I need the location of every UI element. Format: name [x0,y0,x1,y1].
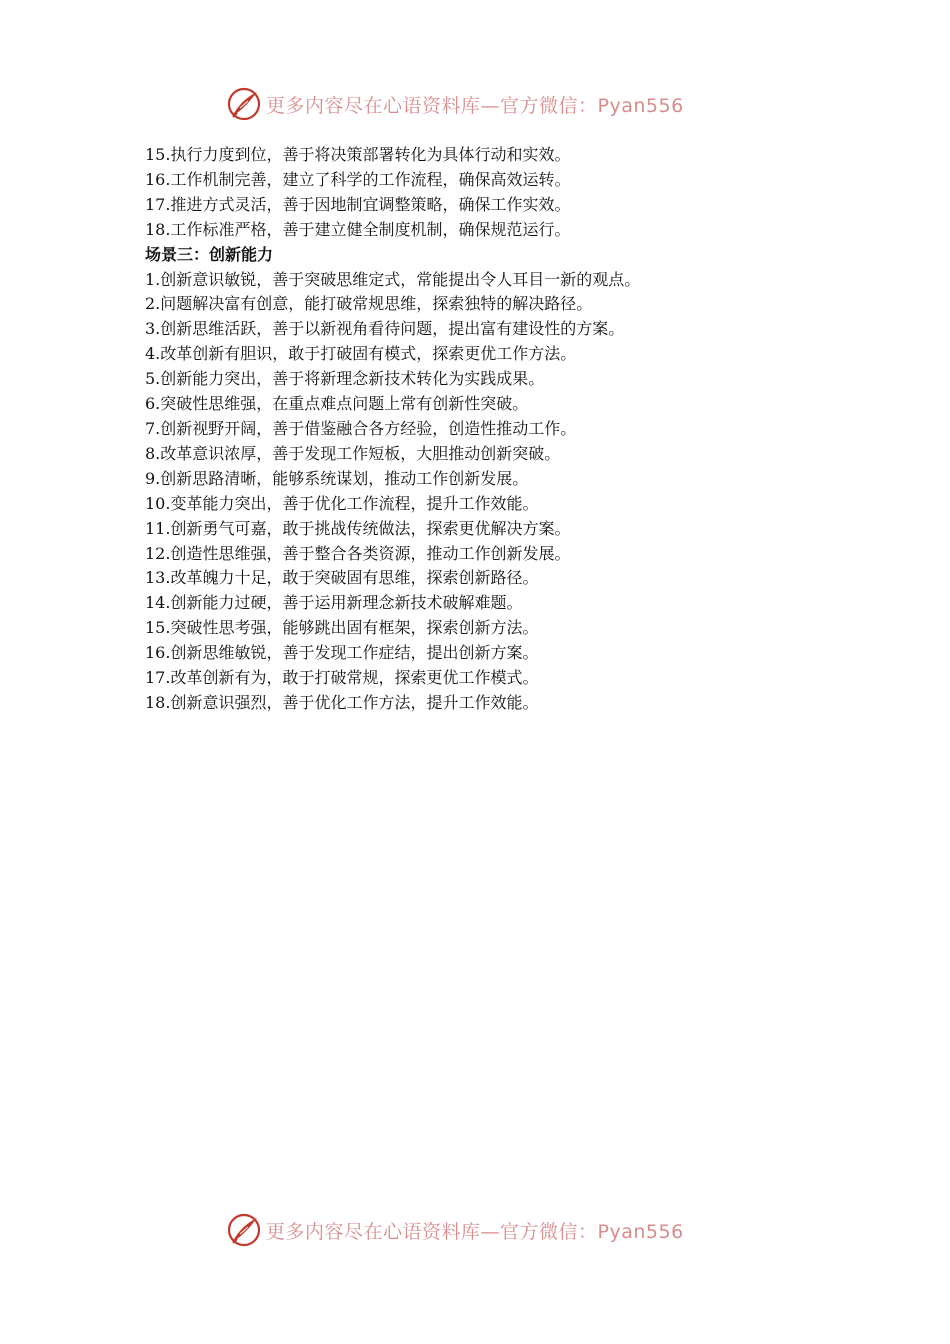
list-item: 3.创新思维活跃，善于以新视角看待问题，提出富有建设性的方案。 [145,319,625,339]
list-item: 15.执行力度到位，善于将决策部署转化为具体行动和实效。 [145,145,571,164]
list-item: 6.突破性思维强，在重点难点问题上常有创新性突破。 [145,394,529,414]
list-item: 18.创新意识强烈，善于优化工作方法，提升工作效能。 [145,692,539,712]
list-item: 10.变革能力突出，善于优化工作流程，提升工作效能。 [145,493,539,513]
banner-text-cn: 更多内容尽在心语资料库—官方微信： [266,1220,598,1243]
section-heading: 场景三：创新能力 [145,244,274,264]
banner-text [266,91,684,118]
list-item: 7.创新视野开阔，善于借鉴融合各方经验，创造性推动工作。 [145,418,577,438]
list-item: 18.工作标准严格，善于建立健全制度机制，确保规范运行。 [145,219,571,239]
banner-wechat-id: Pyan556 [597,1220,684,1243]
header-banner [226,84,746,124]
list-item: 16.工作机制完善，建立了科学的工作流程，确保高效运转。 [145,169,571,189]
list-item: 17.改革创新有为，敢于打破常规，探索更优工作模式。 [145,668,539,688]
list-item: 17.推进方式灵活，善于因地制宜调整策略，确保工作实效。 [145,194,571,214]
list-item: 12.创造性思维强，善于整合各类资源，推动工作创新发展。 [145,543,571,563]
banner-wechat-id: Pyan556 [597,94,684,117]
list-item: 5.创新能力突出，善于将新理念新技术转化为实践成果。 [145,369,545,389]
footer-banner [226,1210,746,1250]
list-item: 16.创新思维敏锐，善于发现工作症结，提出创新方案。 [145,643,539,663]
list-item: 15.突破性思考强，能够跳出固有框架，探索创新方法。 [145,618,539,638]
list-item: 13.改革魄力十足，敢于突破固有思维，探索创新路径。 [145,568,539,588]
quill-logo-icon [226,86,262,122]
list-item: 4.改革创新有胆识，敢于打破固有模式，探索更优工作方法。 [145,344,577,364]
banner-text-cn: 更多内容尽在心语资料库—官方微信： [266,94,598,117]
list-item: 11.创新勇气可嘉，敢于挑战传统做法，探索更优解决方案。 [145,518,571,538]
list-item: 8.改革意识浓厚，善于发现工作短板，大胆推动创新突破。 [145,443,561,463]
list-item: 2.问题解决富有创意，能打破常规思维，探索独特的解决路径。 [145,294,593,314]
document-body [145,143,845,716]
list-item: 14.创新能力过硬，善于运用新理念新技术破解难题。 [145,593,523,613]
list-item: 1.创新意识敏锐，善于突破思维定式，常能提出令人耳目一新的观点。 [145,269,641,289]
list-item: 9.创新思路清晰，能够系统谋划，推动工作创新发展。 [145,468,529,488]
banner-text [266,1217,684,1244]
quill-logo-icon [226,1212,262,1248]
